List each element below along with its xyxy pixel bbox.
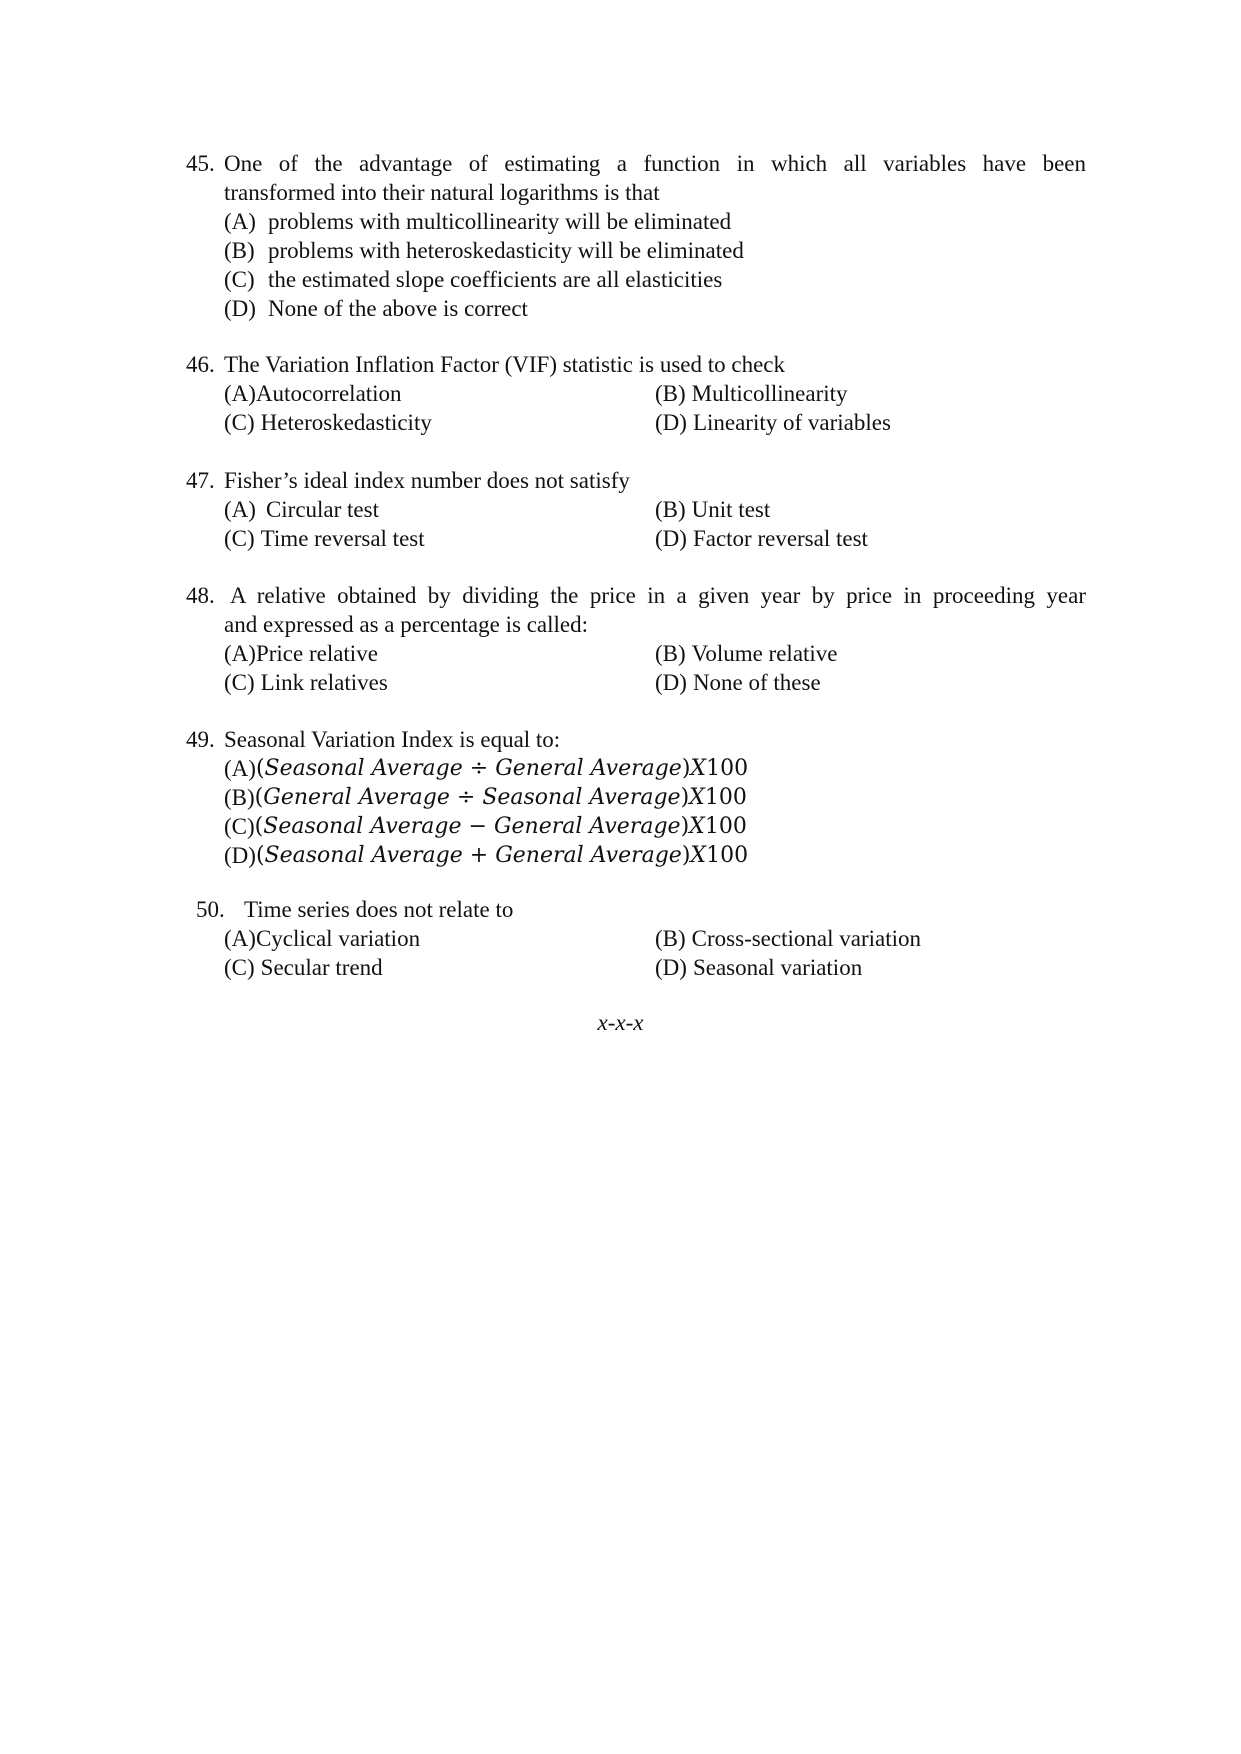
option-label: (C) — [224, 526, 255, 551]
options-row — [224, 495, 1086, 524]
option-a — [224, 495, 655, 524]
question-50-line1 — [186, 895, 1086, 924]
option-label: (C) — [224, 955, 255, 980]
options-row — [224, 379, 1086, 408]
option-a — [224, 924, 655, 953]
formula-options — [224, 754, 1086, 870]
options-grid — [224, 924, 1086, 982]
options-row — [224, 408, 1086, 437]
option-text: Secular trend — [260, 955, 383, 980]
option-label: (D) — [655, 410, 687, 435]
option-c — [224, 953, 655, 982]
option-text: None of the above is correct — [268, 296, 528, 321]
question-text-continued: and expressed as a percentage is called: — [224, 612, 588, 637]
formula-x: X — [690, 843, 707, 868]
close-paren: ) — [681, 843, 691, 868]
option-label: (C) — [224, 670, 255, 695]
option-d — [655, 953, 1086, 982]
question-45-line2-wrap — [224, 178, 1086, 323]
formula-operator: ÷ — [449, 785, 483, 810]
question-number: 48. — [186, 583, 215, 608]
option-label: (B) — [655, 381, 686, 406]
option-text: Price relative — [255, 641, 378, 666]
option-label: (A) — [224, 381, 256, 406]
option-c — [224, 265, 1086, 294]
options-row — [224, 924, 1086, 953]
option-text: Seasonal variation — [692, 955, 863, 980]
option-label: (D) — [655, 670, 687, 695]
options-row — [224, 668, 1086, 697]
option-label: (A) — [224, 926, 256, 951]
formula-x: X — [690, 756, 707, 781]
formula-term: Seasonal Average — [482, 785, 681, 810]
option-c — [224, 408, 655, 437]
option-label: (B) — [655, 497, 686, 522]
options-row — [224, 639, 1086, 668]
options-row — [224, 524, 1086, 553]
option-label: (A) — [224, 209, 256, 234]
option-text: Unit test — [691, 497, 771, 522]
option-a — [224, 207, 1086, 236]
question-text: Fisher’s ideal index number does not satisfy — [224, 468, 630, 493]
close-paren: ) — [680, 814, 690, 839]
option-label: (D) — [655, 526, 687, 551]
question-number: 50. — [196, 897, 225, 922]
option-label: (C) — [224, 410, 255, 435]
formula-x: X — [689, 814, 705, 839]
option-d — [655, 668, 1086, 697]
option-text: Cross-sectional variation — [691, 926, 921, 951]
option-text: Cyclical variation — [255, 926, 421, 951]
option-b — [224, 783, 1086, 812]
option-label: (C) — [224, 814, 255, 839]
option-label: (D) — [224, 843, 256, 868]
formula-number: 100 — [706, 756, 749, 781]
formula-term: Seasonal Average — [263, 814, 462, 839]
options-grid — [224, 379, 1086, 437]
close-paren: ) — [680, 785, 690, 810]
formula-term: General Average — [493, 814, 681, 839]
formula-term: Seasonal Average — [264, 843, 463, 868]
question-49 — [186, 725, 1086, 870]
close-paren: ) — [681, 756, 691, 781]
options-row — [224, 953, 1086, 982]
option-label: (D) — [655, 955, 687, 980]
question-number: 45. — [186, 151, 215, 176]
question-text: Seasonal Variation Index is equal to: — [224, 727, 561, 752]
question-48-line1 — [186, 581, 1086, 610]
formula-number: 100 — [704, 814, 747, 839]
question-number: 46. — [186, 352, 215, 377]
option-c — [224, 812, 1086, 841]
question-48 — [186, 581, 1086, 697]
option-text: problems with multicollinearity will be eliminated — [268, 209, 732, 234]
option-c — [224, 524, 655, 553]
option-text: problems with heteroskedasticity will be eliminated — [268, 238, 744, 263]
end-mark: x-x-x — [597, 1010, 644, 1035]
formula-term: General Average — [495, 843, 682, 868]
question-46 — [186, 350, 1086, 437]
option-b — [655, 495, 1086, 524]
option-d — [655, 524, 1086, 553]
formula-x: X — [689, 785, 705, 810]
question-45-line1 — [186, 149, 1086, 178]
formula-number: 100 — [704, 785, 747, 810]
option-c — [224, 668, 655, 697]
option-d — [224, 294, 1086, 323]
question-text-continued: transformed into their natural logarithms is that — [224, 180, 660, 205]
option-b — [655, 924, 1086, 953]
option-d — [224, 841, 1086, 870]
question-45 — [186, 149, 1086, 323]
open-paren: ( — [255, 843, 265, 868]
question-number: 47. — [186, 468, 215, 493]
option-text: Multicollinearity — [691, 381, 848, 406]
formula-term: General Average — [263, 785, 450, 810]
open-paren: ( — [255, 756, 265, 781]
option-b — [224, 236, 1086, 265]
open-paren: ( — [254, 785, 264, 810]
option-label: (B) — [655, 926, 686, 951]
option-a — [224, 379, 655, 408]
formula — [256, 754, 748, 783]
option-text: Link relatives — [260, 670, 388, 695]
question-text: One of the advantage of estimating a function in which all variables have been — [224, 151, 1086, 176]
option-label: (A) — [224, 497, 256, 522]
question-number: 49. — [186, 727, 215, 752]
formula-term: Seasonal Average — [264, 756, 463, 781]
option-b — [655, 639, 1086, 668]
option-label: (C) — [224, 267, 255, 292]
option-a — [224, 754, 1086, 783]
formula-term: General Average — [495, 756, 682, 781]
formula — [255, 812, 747, 841]
formula-operator: ÷ — [462, 756, 496, 781]
option-label: (D) — [224, 296, 256, 321]
question-47 — [186, 466, 1086, 553]
question-49-line1 — [186, 725, 1086, 754]
option-b — [655, 379, 1086, 408]
option-label: (A) — [224, 756, 256, 781]
option-d — [655, 408, 1086, 437]
option-text: Heteroskedasticity — [260, 410, 432, 435]
option-label: (B) — [224, 238, 255, 263]
option-text: None of these — [692, 670, 821, 695]
option-label: (A) — [224, 641, 256, 666]
option-a — [224, 639, 655, 668]
formula — [256, 841, 748, 870]
question-50 — [186, 895, 1086, 982]
formula — [255, 783, 747, 812]
open-paren: ( — [254, 814, 264, 839]
option-text: Autocorrelation — [255, 381, 402, 406]
option-text: Circular test — [265, 497, 379, 522]
options-grid — [224, 495, 1086, 553]
option-text: Factor reversal test — [692, 526, 868, 551]
option-text: Volume relative — [691, 641, 838, 666]
option-text: Time reversal test — [260, 526, 425, 551]
options-grid — [224, 610, 1086, 697]
formula-operator: − — [461, 814, 494, 839]
option-text: the estimated slope coefficients are all elasticities — [268, 267, 723, 292]
option-label: (B) — [224, 785, 255, 810]
formula-number: 100 — [706, 843, 749, 868]
question-text: Time series does not relate to — [244, 897, 514, 922]
question-47-line1 — [186, 466, 1086, 495]
option-text: Linearity of variables — [692, 410, 891, 435]
question-46-line1 — [186, 350, 1086, 379]
question-text: The Variation Inflation Factor (VIF) statistic is used to check — [224, 352, 786, 377]
formula-operator: + — [462, 843, 496, 868]
option-label: (B) — [655, 641, 686, 666]
question-text: A relative obtained by dividing the price in a given year by price in proceeding year — [230, 583, 1086, 608]
